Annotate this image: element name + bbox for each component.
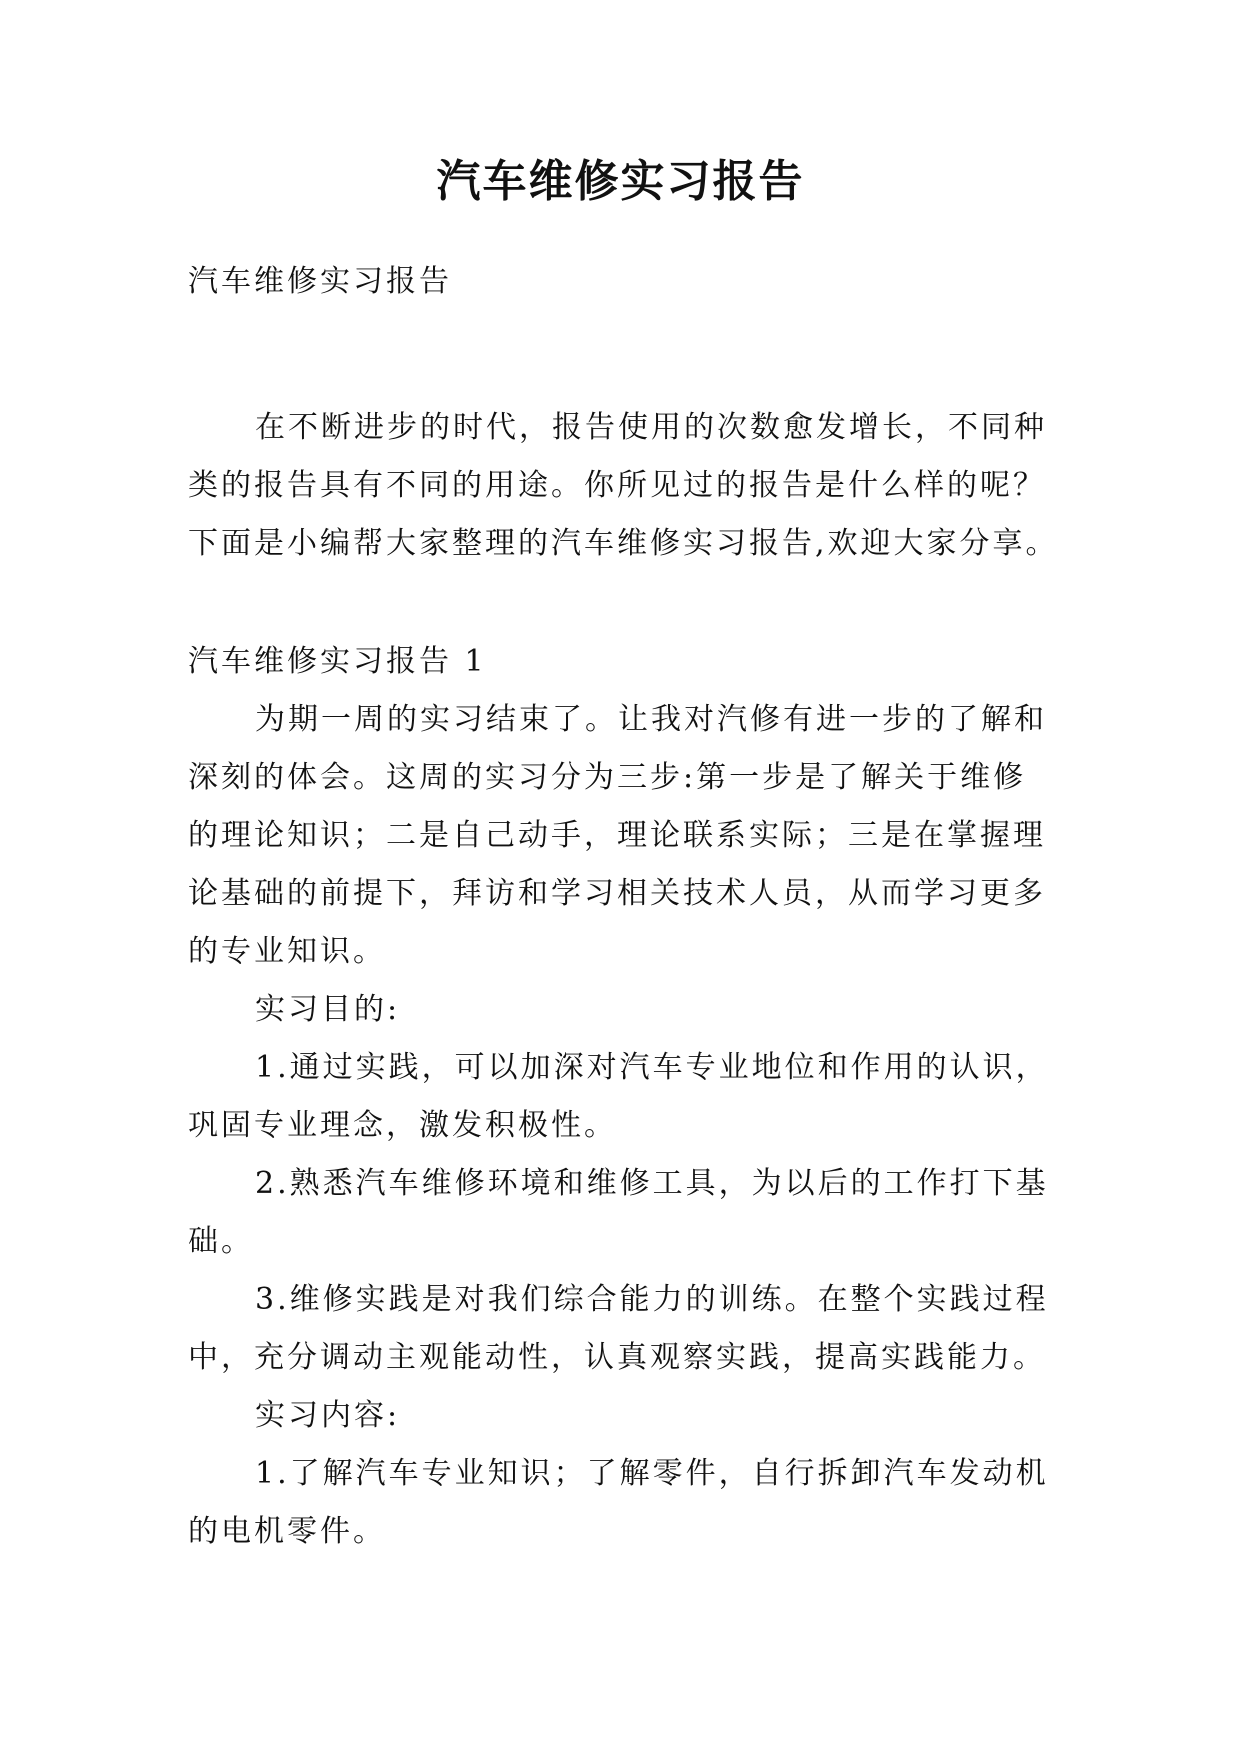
purpose-item-2-cont: 础。 — [188, 1224, 254, 1259]
purpose-item-1-cont: 巩固专业理念，激发积极性。 — [188, 1108, 617, 1143]
content-item-1-cont: 的电机零件。 — [188, 1514, 386, 1549]
body-line-1: 为期一周的实习结束了。让我对汽修有进一步的了解和 — [255, 702, 1047, 737]
document-title: 汽车维修实习报告 — [436, 156, 805, 207]
body-line-5: 的专业知识。 — [188, 934, 386, 969]
purpose-item-3: 3.维修实践是对我们综合能力的训练。在整个实践过程 — [255, 1282, 1049, 1317]
intro-line-2: 类的报告具有不同的用途。你所见过的报告是什么样的呢？ — [188, 468, 1046, 503]
purpose-item-1: 1.通过实践，可以加深对汽车专业地位和作用的认识， — [255, 1050, 1049, 1085]
content-heading: 实习内容: — [255, 1398, 401, 1433]
purpose-item-3-cont: 中，充分调动主观能动性，认真观察实践，提高实践能力。 — [188, 1340, 1046, 1375]
intro-line-1: 在不断进步的时代，报告使用的次数愈发增长，不同种 — [255, 410, 1047, 445]
body-line-4: 论基础的前提下，拜访和学习相关技术人员，从而学习更多 — [188, 876, 1046, 911]
subtitle-line: 汽车维修实习报告 — [188, 264, 452, 299]
purpose-item-2: 2.熟悉汽车维修环境和维修工具，为以后的工作打下基 — [255, 1166, 1049, 1201]
content-item-1: 1.了解汽车专业知识；了解零件，自行拆卸汽车发动机 — [255, 1456, 1049, 1491]
purpose-heading: 实习目的: — [255, 992, 401, 1027]
body-line-3: 的理论知识；二是自己动手，理论联系实际；三是在掌握理 — [188, 818, 1046, 853]
section-heading: 汽车维修实习报告 1 — [188, 644, 487, 679]
intro-line-3: 下面是小编帮大家整理的汽车维修实习报告,欢迎大家分享。 — [188, 526, 1059, 561]
body-line-2: 深刻的体会。这周的实习分为三步:第一步是了解关于维修 — [188, 760, 1027, 795]
